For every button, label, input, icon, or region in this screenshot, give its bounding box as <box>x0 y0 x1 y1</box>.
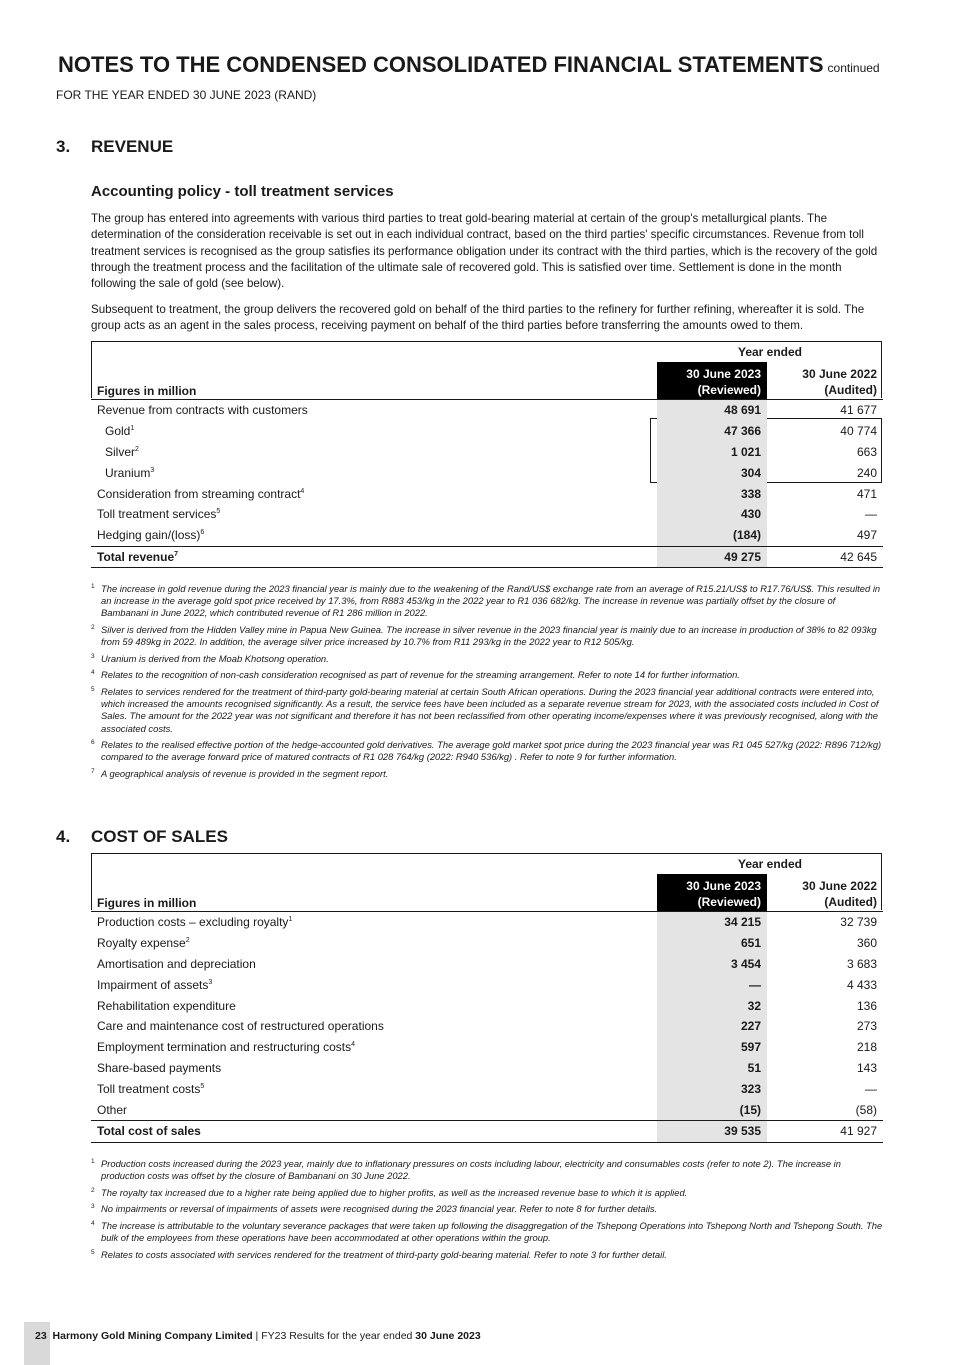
footnote <box>91 653 883 665</box>
footnote-ref: 4 <box>351 1041 356 1049</box>
footnote-ref: 1 <box>288 916 293 924</box>
table-row <box>91 525 883 546</box>
row-label: Uranium$^3$ <box>105 465 155 480</box>
section-title: COST OF SALES <box>91 827 228 846</box>
footnote <box>91 1249 883 1261</box>
footnote-ref: 6 <box>200 529 205 537</box>
footnote-number: 6 <box>91 739 95 747</box>
revenue-footnotes <box>91 583 883 785</box>
footnote-text: Silver is derived from the Hidden Valley mine in Papua New Guinea. The increase in silver revenue in the 2023 financial year is mainly due to an increase in production of 38% to 82 093kg from 59 489kg in 2022. In addition, the average silver price increased by 10.7% from R11 293/kg in the 2022 year to R12 505/kg. <box>101 624 877 648</box>
footnote-number: 1 <box>91 1158 95 1165</box>
value-2023: 651 <box>657 933 767 954</box>
value-2023: 3 454 <box>657 954 767 975</box>
value-2022: 40 774 <box>840 424 877 439</box>
total-2022: 41 927 <box>767 1120 883 1142</box>
footnote-text: The increase in gold revenue during the 2023 financial year is mainly due to the weakening of the Rand/US$ exchange rate from an average of R15.21/US$ to R17.76/US$. This resulted in an increase in the average gold spot price received by 17.3%, from R883 453/kg in the 2022 year to R1 036 682/kg. The increase in revenue was partially offset by the closure of Bambanani in June 2022, which contributed revenue of R1 286 million in 2022. <box>101 583 881 619</box>
cost-of-sales-table <box>91 854 883 1143</box>
value-2022: (58) <box>855 1102 877 1117</box>
figures-header: Figures in million <box>97 384 197 398</box>
footnote-text: No impairments or reversal of impairments of assets were recognised during the 2023 financial year. Refer to note 8 for further details. <box>101 1203 658 1215</box>
row-label: Toll treatment services$^5$ <box>97 507 221 522</box>
footnote-number: 5 <box>91 1248 95 1256</box>
footnote <box>91 624 883 648</box>
footnote <box>91 1187 883 1199</box>
footnote <box>91 1203 883 1215</box>
value-2023: 430 <box>657 504 767 525</box>
footnote-number: 4 <box>91 669 95 677</box>
footnote-number: 2 <box>91 624 95 631</box>
table-row <box>91 954 883 975</box>
footnote-text: Relates to the recognition of non-cash consideration recognised as part of revenue for the streaming arrangement. Refer to note 14 for further information. <box>101 669 740 681</box>
total-2022: 42 645 <box>767 546 883 568</box>
total-2023: 49 275 <box>657 546 767 568</box>
footnote-number: 5 <box>91 685 95 693</box>
report-date: 30 June 2023 <box>415 1330 481 1342</box>
footnote-text: Production costs increased during the 2023 year, mainly due to inflationary pressures on costs including labour, electricity and consumables costs (refer to note 2). The increase in production costs was offset by the closure of Bambanani on 30 June 2022. <box>101 1158 841 1182</box>
footnote-number: 3 <box>91 1203 95 1211</box>
footnote-number: 1 <box>91 583 95 590</box>
table-row <box>91 504 883 525</box>
total-2023: 39 535 <box>657 1120 767 1142</box>
section-title: REVENUE <box>91 137 174 156</box>
value-2023: 47 366 <box>657 421 767 442</box>
value-2022: 218 <box>856 1040 877 1055</box>
footnote-text: The royalty tax increased due to a higher rate being applied due to higher profits, as well as the increased revenue base to which it is applied. <box>101 1186 688 1198</box>
value-2023: 304 <box>657 462 767 483</box>
page-title-text: NOTES TO THE CONDENSED CONSOLIDATED FINANCIAL STATEMENTS <box>58 52 824 77</box>
total-label: Total cost of sales <box>91 1120 657 1142</box>
value-2023: 1 021 <box>657 442 767 463</box>
table-row <box>91 400 883 421</box>
page-title <box>58 52 880 78</box>
value-2022: 273 <box>856 1019 877 1034</box>
footnote <box>91 583 883 620</box>
table-row <box>91 974 883 995</box>
row-label: Gold$^1$ <box>105 424 135 439</box>
footnote <box>91 1220 883 1244</box>
footnote-number: 2 <box>91 1186 95 1194</box>
footnote-ref: 5 <box>200 1082 205 1090</box>
footnote-ref: 2 <box>135 445 139 453</box>
value-2022: 32 739 <box>840 915 877 930</box>
table-row <box>91 1099 883 1120</box>
row-label: Hedging gain/(loss)$^6$ <box>97 528 205 543</box>
footnote-ref: 2 <box>185 937 190 945</box>
row-label: Other <box>97 1102 128 1117</box>
year-ended-header: Year ended <box>737 345 803 359</box>
section-number: 4. <box>56 827 71 846</box>
report-name: FY23 Results for the year ended <box>261 1330 413 1342</box>
row-label: Revenue from contracts with customers <box>97 403 308 418</box>
table-row <box>91 462 883 483</box>
footnote <box>91 669 883 681</box>
page-subtitle: FOR THE YEAR ENDED 30 JUNE 2023 (RAND) <box>56 88 317 102</box>
footer-page-tab <box>24 1322 50 1365</box>
table-row <box>91 442 883 463</box>
footnote-ref: 1 <box>130 425 135 433</box>
footnote-number: 3 <box>91 652 95 660</box>
footnote-number: 7 <box>91 767 95 775</box>
policy-heading: Accounting policy - toll treatment services <box>91 183 394 200</box>
value-2023: 32 <box>657 995 767 1016</box>
total-label: Total revenue$^7$ <box>91 546 657 568</box>
value-2023: 323 <box>657 1078 767 1099</box>
col-2023-header: 30 June 2023 (Reviewed) <box>657 874 767 912</box>
footnote <box>91 686 883 735</box>
footnote-text: The increase is attributable to the voluntary severance packages that were taken up following the disaggregation of the Tshepong Operations into Tshepong North and Tshepong South. The bulk of the employees from these operations have been accommodated at other operations within the group. <box>101 1219 883 1244</box>
value-2022: 240 <box>856 465 877 480</box>
page-footer <box>35 1330 481 1342</box>
total-row <box>91 546 883 568</box>
table-row <box>91 483 883 504</box>
table-row <box>91 995 883 1016</box>
footnote-ref: 3 <box>208 978 213 986</box>
value-2022: 41 677 <box>840 403 877 418</box>
table-row <box>91 1078 883 1099</box>
value-2022: 360 <box>856 936 877 951</box>
row-label: Rehabilitation expenditure <box>97 998 236 1013</box>
table-row <box>91 421 883 442</box>
footnote-text: Relates to costs associated with services rendered for the treatment of third-party gold-bearing material. Refer to note 3 for further detail. <box>101 1248 667 1260</box>
value-2022: 3 683 <box>846 956 877 971</box>
row-label: Impairment of assets$^3$ <box>97 977 213 992</box>
row-label: Care and maintenance cost of restructured operations <box>97 1019 384 1034</box>
policy-paragraph-2: Subsequent to treatment, the group delivers the recovered gold on behalf of the third parties to the refinery for further refining, whereafter it is sold. The group acts as an agent in the sales process, receiving payment on behalf of the third parties before transferring the amounts owed to them. <box>91 303 865 333</box>
value-2023: 48 691 <box>657 400 767 421</box>
row-label: Share-based payments <box>97 1060 222 1075</box>
table-row <box>91 1037 883 1058</box>
col-2023-header: 30 June 2023 (Reviewed) <box>657 362 767 400</box>
row-label: Consideration from streaming contract$^4$ <box>97 486 305 501</box>
footnote-ref: 4 <box>300 487 305 495</box>
footnote-text: A geographical analysis of revenue is provided in the segment report. <box>101 767 389 779</box>
value-2023: 338 <box>657 483 767 504</box>
value-2022: 471 <box>856 486 877 501</box>
footnote-text: Relates to services rendered for the treatment of third-party gold-bearing material at certain South African operations. During the 2023 financial year additional contracts were entered into, which increased the amounts recognised significantly. As a result, the service fees have been included as a separate revenue stream for 2023, with the associated costs included in Cost of Sales. The amount for the 2022 year was not significant and therefore it has not been reclassified from other operating income/expenses where it was previously recognised, along with the associated costs. <box>101 685 879 734</box>
value-2023: (15) <box>657 1099 767 1120</box>
page-number: 23 <box>35 1330 47 1342</box>
table-row <box>91 933 883 954</box>
value-2023: 51 <box>657 1058 767 1079</box>
row-label: Silver$^2$ <box>105 444 139 459</box>
footnote-number: 4 <box>91 1219 95 1227</box>
section-heading-revenue <box>56 137 173 157</box>
policy-paragraph-1: The group has entered into agreements with various third parties to treat gold-bearing material at certain of the group's metallurgical plants. The determination of the consideration receivable is set out in each individual contract, based on the third parties' specific circumstances. Revenue from toll treatment services is recognised as the group satisfies its performance obligation under its contract with the third parties, which is the recovery of the gold through the treatment process and the facilitation of the ultimate sale of recovered gold. This is satisfied over time. Settlement is done in the month following the sale of gold (see below). <box>91 212 878 291</box>
footnote-text: Uranium is derived from the Moab Khotsong operation. <box>101 652 329 664</box>
section-number: 3. <box>56 137 71 156</box>
cost-footnotes <box>91 1158 883 1265</box>
value-2022: — <box>865 1081 877 1096</box>
total-row <box>91 1120 883 1142</box>
footnote <box>91 739 883 763</box>
company-name: Harmony Gold Mining Company Limited <box>52 1330 253 1342</box>
value-2022: 4 433 <box>846 977 877 992</box>
footnote <box>91 768 883 780</box>
figures-header: Figures in million <box>97 896 197 910</box>
value-2022: 663 <box>856 444 877 459</box>
revenue-table <box>91 342 883 568</box>
continued-label: continued <box>827 61 880 75</box>
section-heading-cost-of-sales <box>56 827 228 847</box>
footnote-ref: 7 <box>174 550 179 558</box>
footnote-ref: 5 <box>216 508 221 516</box>
footnote-ref: 3 <box>150 466 155 474</box>
col-2022-header: 30 June 2022 (Audited) <box>802 879 877 909</box>
row-label: Production costs – excluding royalty$^1$ <box>97 915 293 930</box>
col-2022-header: 30 June 2022 (Audited) <box>802 367 877 397</box>
value-2022: 143 <box>856 1060 877 1075</box>
value-2023: (184) <box>657 525 767 546</box>
table-row <box>91 912 883 933</box>
value-2023: 34 215 <box>657 912 767 933</box>
row-label: Toll treatment costs$^5$ <box>97 1081 205 1096</box>
year-ended-header: Year ended <box>737 857 803 871</box>
row-label: Amortisation and depreciation <box>97 956 256 971</box>
value-2022: 497 <box>856 528 877 543</box>
footnote-text: Relates to the realised effective portion of the hedge-accounted gold derivatives. The average gold market spot price during the 2023 financial year was R1 045 527/kg (2022: R896 712/kg) compared to the average forward price of matured contracts of R1 028 764/kg (2022: R940 536/kg) . Refer to note 9 for further information. <box>101 739 882 763</box>
value-2023: — <box>657 974 767 995</box>
footer-separator: | <box>255 1330 259 1342</box>
row-label: Royalty expense$^2$ <box>97 936 190 951</box>
value-2022: — <box>865 507 877 522</box>
table-row <box>91 1016 883 1037</box>
value-2023: 597 <box>657 1037 767 1058</box>
row-label: Employment termination and restructuring costs$^4$ <box>97 1040 356 1055</box>
value-2023: 227 <box>657 1016 767 1037</box>
table-row <box>91 1058 883 1079</box>
footnote <box>91 1158 883 1182</box>
value-2022: 136 <box>856 998 877 1013</box>
